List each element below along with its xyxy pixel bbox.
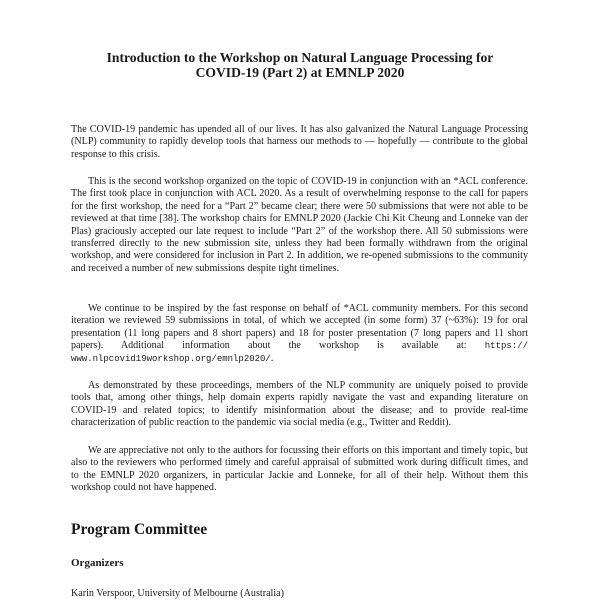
paper-title — [60, 50, 540, 80]
title-line-1: Introduction to the Workshop on Natural Language Processing for — [106, 50, 494, 65]
title-line-2: COVID-19 (Part 2) at EMNLP 2020 — [195, 65, 405, 80]
workshop-url-part-2[interactable]: www.nlpcovid19workshop.org/emnlp2020/ — [71, 353, 271, 364]
paragraph-3-end: . — [270, 352, 274, 364]
paragraph-2-block — [71, 176, 528, 275]
organizer-entry: Karin Verspoor, University of Melbourne (Australia) — [71, 588, 285, 599]
paragraph-1: The COVID-19 pandemic has upended all of our lives. It has also galvanized the Natural Language Processing (NLP) community to rapidly develop tools that harness our methods to — hopefully — contribute to the global response to this crisis. — [71, 124, 528, 160]
paragraph-5-block — [71, 445, 528, 495]
paragraph-4: As demonstrated by these proceedings, members of the NLP community are uniquely poised to provide tools that, among other things, help domain experts rapidly navigate the vast and expanding literature on COVID-19 and related topics; to identify misinformation about the disease; and to provide real-time characterization of public reaction to the pandemic via social media (e.g., Twitter and Reddit). — [71, 380, 528, 429]
paragraph-2: This is the second workshop organized on the topic of COVID-19 in conjunction with an *ACL conference. The first took place in conjunction with ACL 2020. As a result of overwhelming response to the call for papers for the first workshop, the need for a “Part 2” became clear; there were 50 submissions that were not able to be reviewed at that time [38]. The workshop chairs for EMNLP 2020 (Jackie Chi Kit Cheung and Lonneke van der Plas) graciously accepted our late request to include “Part 2” of the workshop there. All 50 submissions were transferred directly to the new submission site, unless they had been formally withdrawn from the original workshop, and were considered for inclusion in Part 2. In addition, we re-opened submissions to the community and received a number of new submissions despite tight timelines. — [71, 176, 528, 274]
organizers-heading: Organizers — [71, 557, 124, 569]
program-committee-heading: Program Committee — [71, 521, 208, 538]
paragraph-3-text: We continue to be inspired by the fast response on behalf of *ACL community members. For this second iteration we reviewed 59 submissions in total, of which we accepted (in some form) 37 (~63%): 19 for oral presentation (11 long papers and 8 short papers) and 18 for poster presentation (7 long papers and 11 short papers). Additional information about the workshop is available at: — [71, 303, 528, 352]
paragraph-5: We are appreciative not only to the authors for focussing their efforts on this important and timely topic, but also to the reviewers who performed timely and careful appraisal of submitted work during difficult times, and to the EMNLP 2020 organizers, in particular Jackie and Lonneke, for all of their help. Without them this workshop could not have happened. — [71, 445, 528, 494]
paragraph-1-block — [71, 124, 528, 161]
workshop-url-part-1[interactable]: https:// — [484, 341, 528, 352]
paragraph-3-block — [71, 303, 528, 365]
paragraph-3 — [71, 303, 528, 365]
paragraph-4-block — [71, 380, 528, 430]
